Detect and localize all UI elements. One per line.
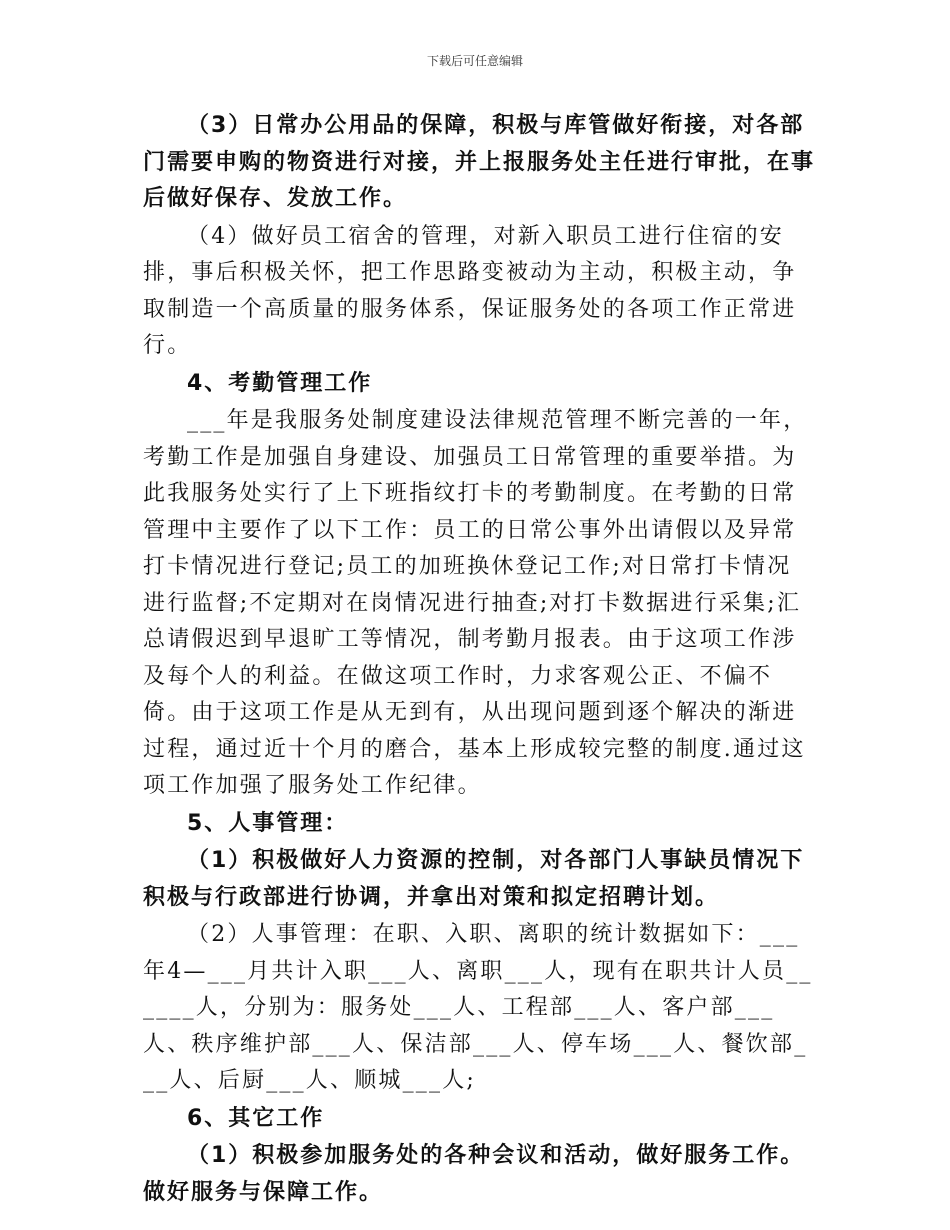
paragraph-hr-control: （1）积极做好人力资源的控制，对各部门人事缺员情况下积极与行政部进行协调，并拿出对策和拟定招聘计划。 (143, 848, 805, 910)
paragraph-dormitory: （4）做好员工宿舍的管理，对新入职员工进行住宿的安排，事后积极关怀，把工作思路变被动为主动，积极主动，争取制造一个高质量的服务体系，保证服务处的各项工作正常进行。 (143, 223, 797, 358)
heading-personnel: 5、人事管理： (187, 810, 349, 836)
paragraph-meetings: （1）积极参加服务处的各种会议和活动，做好服务工作。做好服务与保障工作。 (143, 1143, 805, 1205)
page-header-note: 下载后可任意编辑 (426, 54, 523, 68)
document-body (143, 108, 815, 1211)
heading-attendance: 4、考勤管理工作 (187, 370, 373, 396)
heading-other-work: 6、其它工作 (187, 1105, 325, 1131)
paragraph-office-supplies: （3）日常办公用品的保障，积极与库管做好衔接，对各部门需要申购的物资进行对接，并上报服务处主任进行审批，在事后做好保存、发放工作。 (143, 113, 816, 211)
paragraph-attendance: ___年是我服务处制度建设法律规范管理不断完善的一年，考勤工作是加强自身建设、加强员工日常管理的重要举措。为此我服务处实行了上下班指纹打卡的考勤制度。在考勤的日常管理中主要作了以下工作：员工的日常公事外出请假以及异常打卡情况进行登记;员工的加班换休登记工作;对日常打卡情况进行监督;不定期对在岗情况进行抽查;对打卡数据进行采集;汇总请假迟到早退旷工等情况，制考勤月报表。由于这项工作涉及每个人的利益。在做这项工作时，力求客观公正、不偏不倚。由于这项工作是从无到有，从出现问题到逐个解决的渐进过程，通过近十个月的磨合，基本上形成较完整的制度.通过这项工作加强了服务处工作纪律。 (143, 408, 808, 798)
paragraph-hr-stats: （2）人事管理：在职、入职、离职的统计数据如下：___年4—___月共计入职___人、离职___人，现有在职共计人员______人，分别为：服务处___人、工程部___人、客户部___人、秩序维护部___人、保洁部___人、停车场___人、餐饮部___人、后厨___人、顺城___人; (143, 922, 813, 1093)
